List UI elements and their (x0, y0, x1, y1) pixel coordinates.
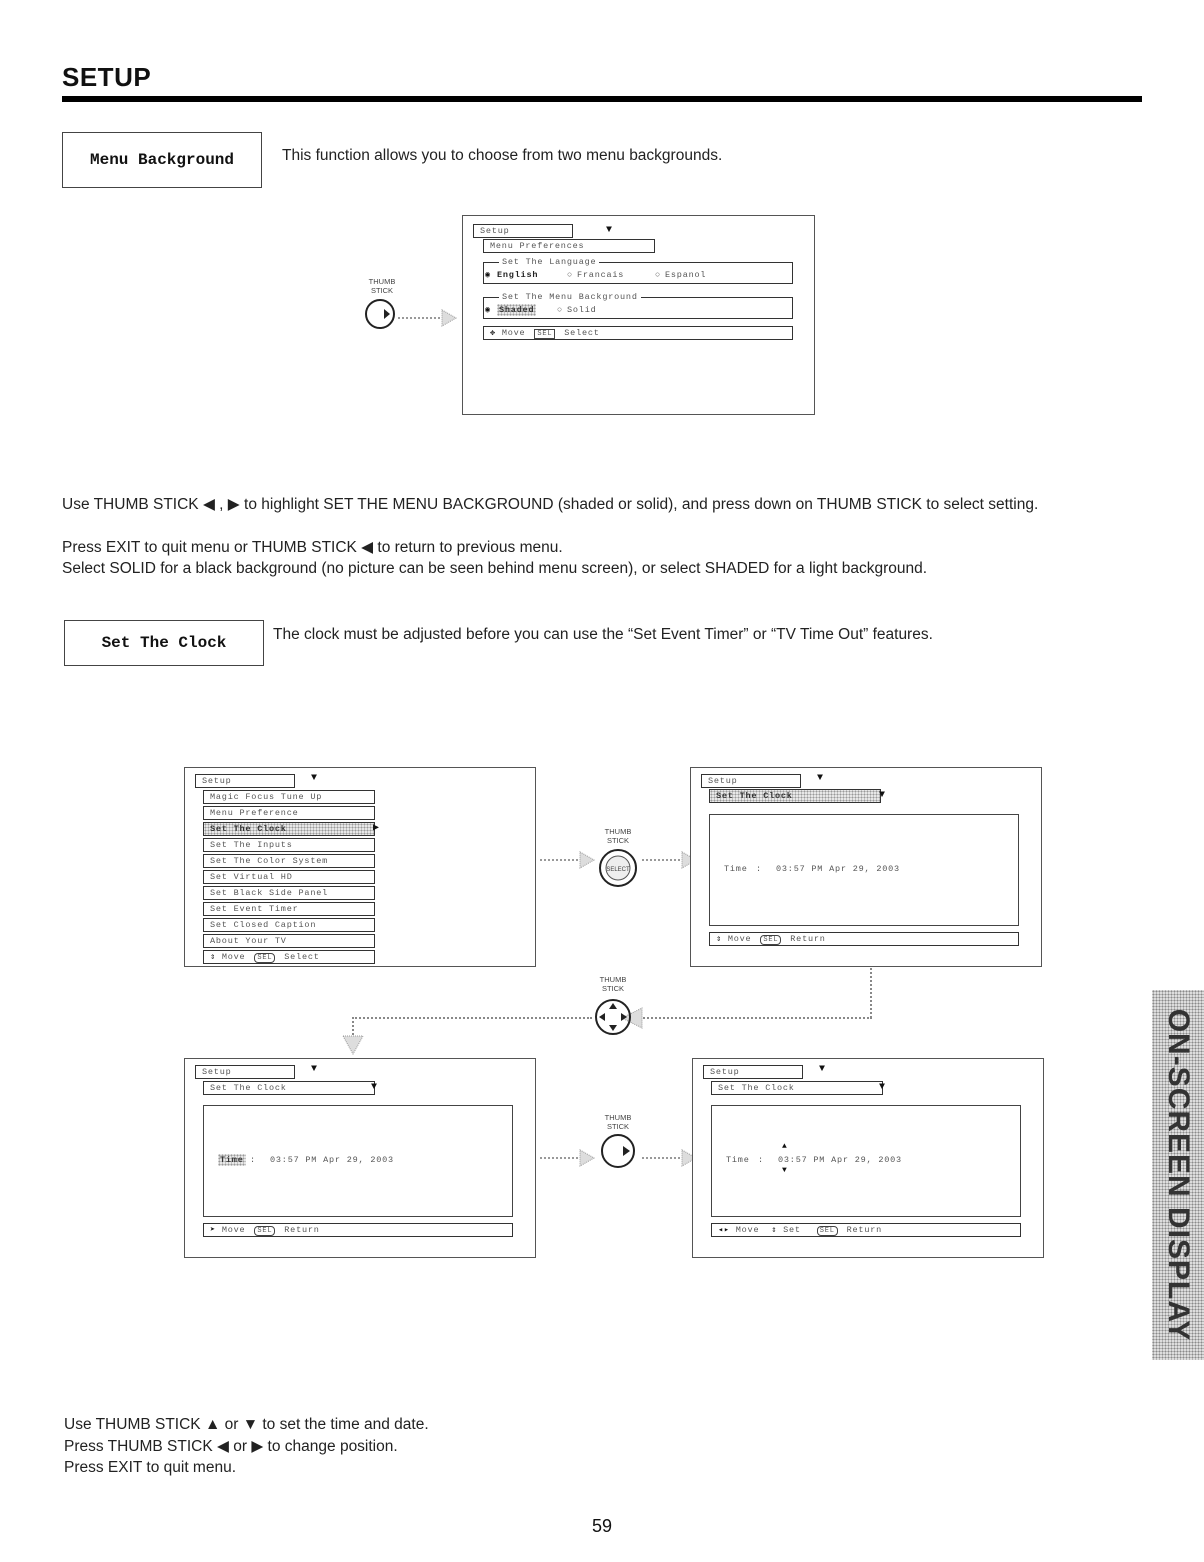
set-clock-para-3: Press EXIT to quit menu. (64, 1459, 237, 1476)
flow-arrow-right (536, 1148, 598, 1168)
down-pointer-icon: ▼ (311, 1064, 318, 1075)
down-pointer-icon: ▼ (819, 1064, 826, 1075)
menu-item[interactable]: Set The Color System (203, 854, 375, 868)
down-pointer-icon: ▼ (606, 225, 613, 236)
set-clock-intro: The clock must be adjusted before you can use the “Set Event Timer” or “TV Time Out” features. (273, 626, 933, 643)
radio-selected-icon[interactable]: ◉ (485, 270, 491, 280)
thumb-stick-label: THUMB STICK (368, 277, 396, 295)
menu-item-selected[interactable]: Set The Clock (203, 822, 375, 836)
right-pointer-icon: ▶ (373, 823, 380, 834)
menu-item[interactable]: Set Event Timer (203, 902, 375, 916)
time-label-selected[interactable]: Time (220, 1155, 244, 1165)
flow-line (640, 1017, 872, 1019)
set-clock-para-2: Press THUMB STICK ◀ or ▶ to change position. (64, 1438, 398, 1455)
status-move: Move (727, 934, 752, 944)
status-move: Move (501, 328, 526, 338)
status-select: Select (284, 952, 320, 962)
time-value: 03:57 PM Apr 29, 2003 (270, 1155, 394, 1165)
flow-arrow-right (536, 850, 598, 870)
status-move: Move (735, 1225, 760, 1235)
status-select: Select (564, 328, 600, 338)
lang-francais[interactable]: Francais (577, 270, 625, 280)
thumb-stick-label: THUMB STICK (599, 975, 627, 993)
setup-tab[interactable]: Setup (195, 1065, 295, 1079)
thumb-stick-label: THUMB STICK (604, 1113, 632, 1131)
updown-arrows-icon: ⇕ (716, 934, 722, 944)
status-bar (711, 1223, 1021, 1237)
menu-item[interactable]: Set Closed Caption (203, 918, 375, 932)
thumb-stick-label: THUMB STICK (604, 827, 632, 845)
thumb-stick-4way-icon (593, 993, 633, 1037)
thumb-stick-select-icon (598, 845, 638, 891)
time-value: 03:57 PM Apr 29, 2003 (776, 864, 900, 874)
menu-item[interactable]: Set The Inputs (203, 838, 375, 852)
menu-background-intro: This function allows you to choose from two menu backgrounds. (282, 147, 723, 164)
colon: : (756, 864, 762, 874)
thumb-stick-right-2 (598, 1114, 638, 1176)
status-return: Return (846, 1225, 883, 1235)
thumb-stick-select (598, 828, 638, 896)
screen-time-highlighted (184, 1058, 536, 1258)
set-clock-tab[interactable]: Set The Clock (709, 789, 881, 803)
radio-empty-icon[interactable]: ○ (655, 270, 661, 280)
page-number: 59 (591, 1516, 613, 1536)
status-move: Move (221, 952, 246, 962)
time-label: Time (724, 864, 748, 874)
bg-solid[interactable]: Solid (567, 305, 597, 315)
background-group-label: Set The Menu Background (499, 291, 641, 303)
screen-menu-background (462, 215, 815, 415)
radio-selected-icon[interactable]: ◉ (485, 305, 491, 315)
menu-item[interactable]: About Your TV (203, 934, 375, 948)
flow-arrow-down (341, 1034, 365, 1056)
down-pointer-icon: ▼ (879, 790, 886, 801)
sel-key-icon: SEL (817, 1226, 838, 1236)
status-bar (203, 950, 375, 964)
menu-item[interactable]: Magic Focus Tune Up (203, 790, 375, 804)
lang-english[interactable]: English (497, 270, 539, 280)
flow-line (870, 968, 872, 1018)
set-clock-para-1: Use THUMB STICK ▲ or ▼ to set the time and date. (64, 1416, 429, 1433)
updown-arrows-icon: ⇕ (771, 1225, 778, 1235)
thumb-stick-icon (598, 1131, 638, 1171)
right-arrow-icon: ➤ (210, 1225, 216, 1235)
down-pointer-icon: ▼ (311, 773, 318, 784)
setup-tab[interactable]: Setup (703, 1065, 803, 1079)
radio-empty-icon[interactable]: ○ (567, 270, 573, 280)
status-return: Return (284, 1225, 320, 1235)
setup-tab[interactable]: Setup (473, 224, 573, 238)
screen-time-edit (692, 1058, 1044, 1258)
status-move: Move (221, 1225, 246, 1235)
set-clock-label: Set The Clock (64, 620, 264, 666)
time-panel (709, 814, 1019, 926)
down-pointer-icon: ▼ (817, 773, 824, 784)
updown-arrows-icon: ⇕ (210, 952, 216, 962)
status-bar (709, 932, 1019, 946)
sel-key-icon: SEL (760, 935, 781, 945)
menu-item[interactable]: Set Virtual HD (203, 870, 375, 884)
colon: : (758, 1155, 764, 1165)
menu-item[interactable]: Menu Preference (203, 806, 375, 820)
lang-espanol[interactable]: Espanol (665, 270, 707, 280)
status-set: Set (783, 1225, 801, 1235)
select-label: SELECT (606, 867, 630, 873)
menu-preferences-item[interactable]: Menu Preferences (483, 239, 655, 253)
status-return: Return (790, 934, 826, 944)
time-panel (203, 1105, 513, 1217)
sel-key-icon: SEL (254, 1226, 275, 1236)
thumb-stick-4way (593, 976, 633, 1042)
thumb-stick-icon (362, 295, 402, 333)
language-group-label: Set The Language (499, 256, 599, 268)
down-pointer-icon: ▼ (879, 1082, 886, 1093)
menu-background-para-2: Press EXIT to quit menu or THUMB STICK ◀ to return to previous menu. (62, 539, 563, 556)
colon: : (250, 1155, 256, 1165)
down-arrow-icon[interactable]: ▼ (782, 1166, 787, 1175)
menu-background-label: Menu Background (62, 132, 262, 188)
up-arrow-icon[interactable]: ▲ (782, 1142, 787, 1151)
flow-arrow-right (398, 308, 460, 328)
flow-line (352, 1017, 592, 1019)
side-tab (1152, 990, 1204, 1360)
set-clock-tab[interactable]: Set The Clock (203, 1081, 375, 1095)
menu-item[interactable]: Set Black Side Panel (203, 886, 375, 900)
side-tab-label: ON-SCREEN DISPLAY (1162, 1008, 1195, 1342)
setup-tab[interactable]: Setup (195, 774, 295, 788)
sel-key-icon: SEL (254, 953, 275, 963)
leftright-arrows-icon: ◂▸ (718, 1225, 730, 1235)
status-bar (203, 1223, 513, 1237)
bg-shaded[interactable]: Shaded (499, 305, 535, 315)
screen-setup-list (184, 767, 536, 967)
screen-clock-view (690, 767, 1042, 967)
thumb-stick-right-1 (362, 278, 402, 338)
menu-background-para-3: Select SOLID for a black background (no picture can be seen behind menu screen), or select SHADED for a light background. (62, 560, 928, 577)
setup-tab[interactable]: Setup (701, 774, 801, 788)
menu-background-para-1: Use THUMB STICK ◀ , ▶ to highlight SET THE MENU BACKGROUND (shaded or solid), and press down on THUMB STICK to select setting. (62, 496, 1039, 513)
move-arrows-icon: ✥ (490, 328, 496, 338)
time-label: Time (726, 1155, 750, 1165)
set-clock-tab[interactable]: Set The Clock (711, 1081, 883, 1095)
page-title: SETUP (62, 62, 152, 92)
time-value: 03:57 PM Apr 29, 2003 (778, 1155, 902, 1165)
down-pointer-icon: ▼ (371, 1082, 378, 1093)
time-panel (711, 1105, 1021, 1217)
status-bar (483, 326, 793, 340)
radio-empty-icon[interactable]: ○ (557, 305, 563, 315)
title-rule (62, 96, 1142, 102)
sel-key-icon: SEL (534, 329, 555, 339)
